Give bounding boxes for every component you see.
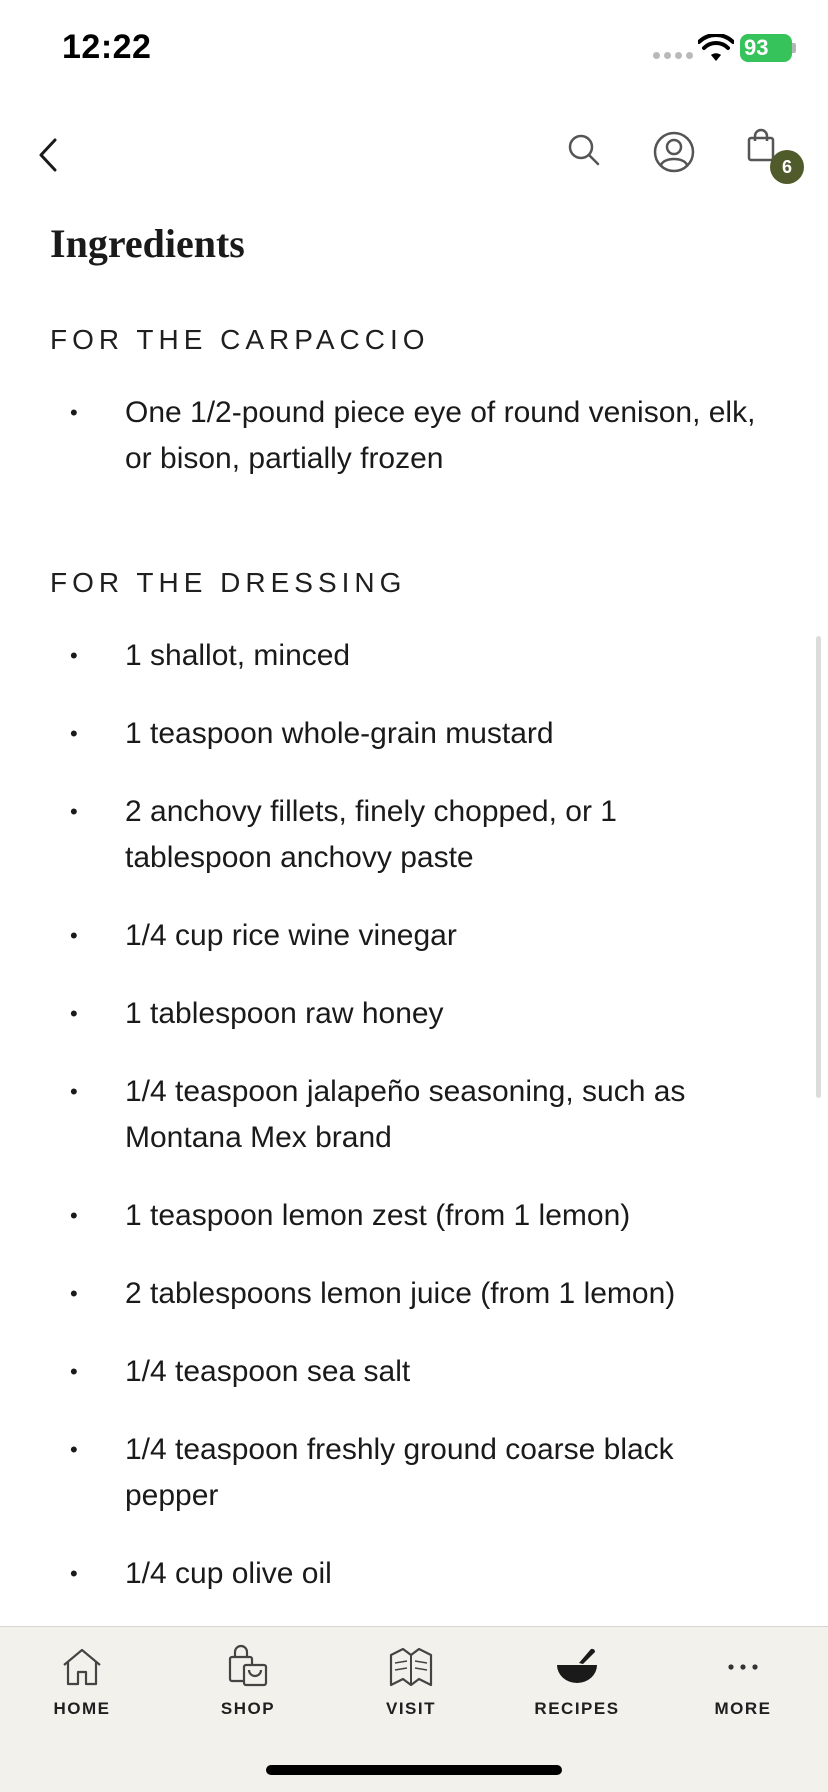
status-bar (0, 0, 828, 100)
ingredient-text: 1 teaspoon whole-grain mustard (125, 717, 554, 750)
bullet-icon: • (70, 923, 78, 948)
ingredient-text: 1/4 teaspoon jalapeño seasoning, such as Montana Mex brand (125, 1075, 686, 1154)
tab-label: VISIT (385, 1699, 436, 1718)
battery-level: 93 (744, 35, 769, 60)
tab-recipes[interactable] (512, 1643, 642, 1733)
battery-tip (792, 43, 796, 53)
cart-button[interactable] (744, 128, 814, 198)
cart-count-badge: 6 (770, 150, 804, 184)
cellular-signal-icon (653, 52, 693, 59)
ingredient-item (0, 789, 828, 881)
bullet-icon: • (70, 721, 78, 746)
ingredient-item (0, 991, 828, 1037)
ingredient-text: 1/4 cup olive oil (125, 1557, 332, 1590)
ingredient-item (0, 1427, 828, 1519)
page-title: Ingredients (50, 221, 245, 266)
ingredient-item (0, 1193, 828, 1239)
home-indicator (266, 1765, 562, 1775)
bullet-icon: • (70, 400, 78, 425)
ingredient-item (0, 913, 828, 959)
back-button[interactable] (28, 130, 68, 180)
ingredient-text: 1/4 cup rice wine vinegar (125, 919, 457, 952)
ingredient-text: 1/4 teaspoon freshly ground coarse black pepper (125, 1433, 674, 1512)
ingredient-item (0, 1349, 828, 1395)
ellipsis-icon (719, 1643, 767, 1691)
tab-label: HOME (53, 1699, 111, 1718)
mortar-pestle-icon (553, 1643, 601, 1691)
bullet-icon: • (70, 1359, 78, 1384)
section-heading-carpaccio: FOR THE CARPACCIO (50, 324, 430, 355)
bottom-tab-bar (0, 1626, 828, 1792)
ingredient-text: 1 shallot, minced (125, 639, 351, 672)
ingredient-text: One 1/2-pound piece eye of round venison, elk, or bison, partially frozen (125, 396, 756, 475)
user-icon (652, 130, 696, 174)
tab-label: SHOP (220, 1699, 276, 1718)
tab-visit[interactable] (346, 1643, 476, 1733)
bullet-icon: • (70, 1437, 78, 1462)
bullet-icon: • (70, 799, 78, 824)
tab-shop[interactable] (183, 1643, 313, 1733)
top-nav (0, 110, 828, 200)
account-button[interactable] (652, 130, 696, 174)
ingredient-text: 1 tablespoon raw honey (125, 997, 444, 1030)
status-time: 12:22 (62, 28, 152, 66)
ingredient-item (0, 633, 828, 679)
bullet-icon: • (70, 1203, 78, 1228)
battery-icon (740, 34, 792, 62)
bullet-icon: • (70, 1001, 78, 1026)
section-heading-dressing: FOR THE DRESSING (50, 567, 407, 598)
bullet-icon: • (70, 1281, 78, 1306)
ingredient-list-dressing (0, 633, 828, 1629)
search-button[interactable] (564, 130, 604, 170)
wifi-icon (698, 34, 734, 64)
ingredient-item (0, 1551, 828, 1597)
tab-more[interactable] (678, 1643, 808, 1733)
shopping-bag-icon (224, 1643, 272, 1691)
home-icon (58, 1643, 106, 1691)
ingredient-text: 1 teaspoon lemon zest (from 1 lemon) (125, 1199, 631, 1232)
scrollbar[interactable] (816, 636, 821, 1098)
bullet-icon: • (70, 1079, 78, 1104)
ingredient-list-carpaccio (0, 390, 828, 514)
ingredient-item (0, 711, 828, 757)
tab-label: RECIPES (534, 1699, 620, 1718)
ingredient-item (0, 1069, 828, 1161)
tab-home[interactable] (17, 1643, 147, 1733)
ingredient-text: 1/4 teaspoon sea salt (125, 1355, 411, 1388)
ingredient-text: 2 anchovy fillets, finely chopped, or 1 tablespoon anchovy paste (125, 795, 617, 874)
bullet-icon: • (70, 1561, 78, 1586)
chevron-left-icon (38, 138, 58, 172)
bullet-icon: • (70, 643, 78, 668)
search-icon (564, 130, 604, 170)
ingredient-text: 2 tablespoons lemon juice (from 1 lemon) (125, 1277, 676, 1310)
map-icon (387, 1643, 435, 1691)
ingredient-item (0, 1271, 828, 1317)
ingredient-item (0, 390, 828, 482)
tab-label: MORE (714, 1699, 772, 1718)
